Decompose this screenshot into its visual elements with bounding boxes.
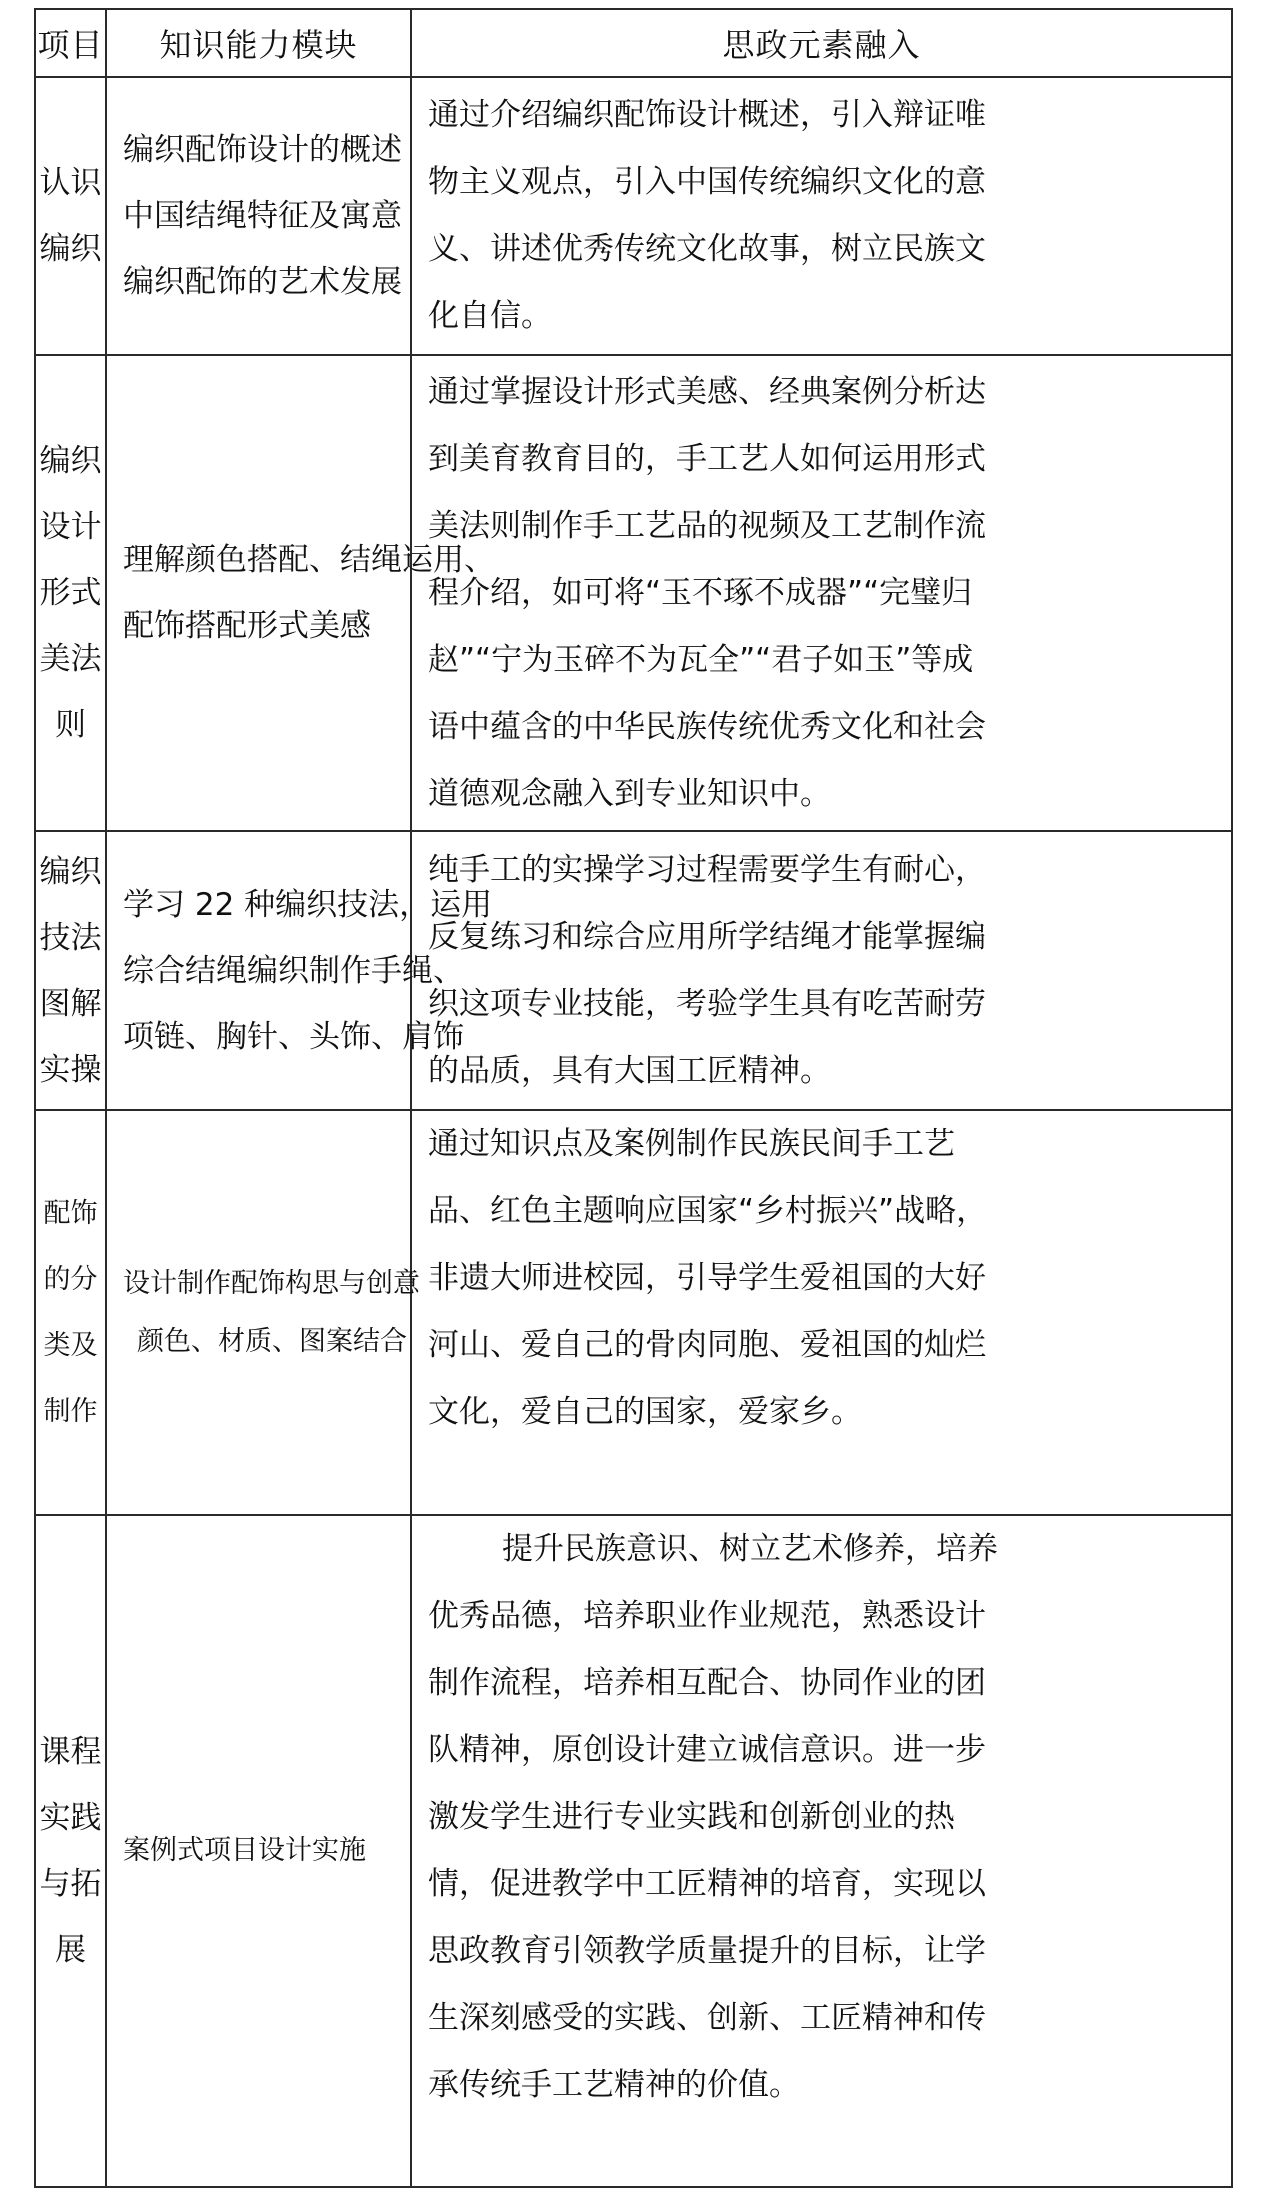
curriculum-table: [34, 8, 1233, 2188]
ideology-line: 纯手工的实操学习过程需要学生有耐心，: [428, 851, 986, 888]
module-line: 中国结绳特征及寓意: [123, 198, 402, 234]
item-cell: [35, 355, 106, 831]
header-ideology: 思政元素融入: [411, 9, 1232, 77]
module-line: 综合结绳编织制作手绳、: [123, 952, 464, 989]
ideology-cell: [411, 1515, 1232, 2187]
ideology-line: 化自信。: [428, 298, 552, 334]
module-cell: [106, 1110, 420, 1515]
ideology-line: 队精神，原创设计建立诚信意识。进一步: [428, 1732, 986, 1768]
item-line: 形式: [39, 575, 102, 611]
ideology-line: 赵”“宁为玉碎不为瓦全”“君子如玉”等成: [428, 641, 974, 678]
module-cell: [106, 77, 411, 355]
ideology-line: 的品质，具有大国工匠精神。: [428, 1052, 831, 1089]
ideology-line: 通过介绍编织配饰设计概述，引入辩证唯: [428, 97, 986, 133]
ideology-line: 品、红色主题响应国家“乡村振兴”战略，: [428, 1193, 988, 1229]
module-cell: [106, 831, 493, 1110]
ideology-line: 提升民族意识、树立艺术修养，培养: [502, 1531, 998, 1567]
ideology-line: 优秀品德，培养职业作业规范，熟悉设计: [428, 1598, 986, 1634]
module-line: 编织配饰的艺术发展: [123, 264, 402, 300]
ideology-cell: [411, 831, 1232, 1110]
ideology-line: 思政教育引领教学质量提升的目标，让学: [428, 1933, 986, 1969]
ideology-line: 承传统手工艺精神的价值。: [428, 2067, 800, 2103]
ideology-line: 通过掌握设计形式美感、经典案例分析达: [428, 373, 986, 410]
item-line: 编织: [39, 443, 102, 479]
module-line: 项链、胸针、头饰、肩饰: [123, 1018, 464, 1055]
ideology-line: 到美育教育目的，手工艺人如何运用形式: [428, 440, 986, 477]
header-module: 知识能力模块: [106, 9, 411, 77]
item-line: 编织: [39, 853, 102, 890]
ideology-line: 文化，爱自己的国家，爱家乡。: [428, 1394, 862, 1430]
ideology-line: 程介绍，如可将“玉不琢不成器”“完璧归: [428, 574, 973, 611]
table-row: [35, 831, 1232, 1110]
module-line: 颜色、材质、图案结合: [137, 1325, 407, 1357]
header-item: 项目: [35, 9, 106, 77]
ideology-line: 非遗大师进校园，引导学生爱祖国的大好: [428, 1260, 986, 1296]
ideology-line: 制作流程，培养相互配合、协同作业的团: [428, 1665, 986, 1701]
ideology-line: 义、讲述优秀传统文化故事，树立民族文: [428, 231, 986, 267]
module-line: 编织配饰设计的概述: [123, 132, 402, 168]
item-line: 设计: [39, 509, 102, 545]
ideology-cell: [411, 1110, 1232, 1515]
module-line: 理解颜色搭配、结绳运用、: [123, 542, 495, 578]
ideology-line: 生深刻感受的实践、创新、工匠精神和传: [428, 2000, 986, 2036]
item-line: 与拓: [39, 1866, 102, 1902]
item-line: 实践: [39, 1800, 102, 1836]
ideology-line: 河山、爱自己的骨肉同胞、爱祖国的灿烂: [428, 1327, 986, 1363]
item-line: 美法: [39, 641, 102, 677]
item-line: 课程: [39, 1734, 102, 1770]
ideology-line: 激发学生进行专业实践和创新创业的热: [428, 1799, 955, 1835]
item-cell: [35, 77, 106, 355]
item-line: 认识: [39, 165, 102, 201]
module-line: 学习 22 种编织技法，运用: [123, 886, 493, 923]
item-line: 图解: [39, 985, 102, 1022]
item-cell: [35, 1110, 106, 1515]
module-line: 案例式项目设计实施: [123, 1835, 366, 1866]
module-line: 配饰搭配形式美感: [123, 608, 371, 644]
item-line: 制作: [43, 1395, 98, 1427]
ideology-line: 美法则制作手工艺品的视频及工艺制作流: [428, 507, 986, 544]
ideology-line: 语中蕴含的中华民族传统优秀文化和社会: [428, 708, 986, 745]
item-line: 技法: [39, 919, 102, 956]
module-line: 设计制作配饰构思与创意: [123, 1267, 420, 1299]
module-cell: [106, 355, 495, 831]
table-header-row: [35, 9, 1232, 77]
item-line: 则: [55, 707, 86, 743]
item-line: 编织: [39, 231, 102, 267]
table-row: [35, 1110, 1232, 1515]
ideology-line: 织这项专业技能，考验学生具有吃苦耐劳: [428, 985, 986, 1022]
item-line: 的分: [43, 1263, 98, 1295]
table-row: [35, 1515, 1232, 2187]
ideology-line: 反复练习和综合应用所学结绳才能掌握编: [428, 918, 986, 955]
ideology-cell: [411, 77, 1232, 355]
ideology-line: 情，促进教学中工匠精神的培育，实现以: [428, 1866, 986, 1902]
ideology-cell: [411, 355, 1232, 831]
item-line: 实操: [39, 1051, 102, 1088]
item-line: 展: [55, 1932, 86, 1968]
ideology-line: 通过知识点及案例制作民族民间手工艺: [428, 1126, 955, 1162]
item-cell: [35, 1515, 106, 2187]
table-row: [35, 77, 1232, 355]
ideology-line: 物主义观点，引入中国传统编织文化的意: [428, 164, 986, 200]
module-cell: [106, 1515, 411, 2187]
item-line: 配饰: [43, 1197, 98, 1229]
item-line: 类及: [43, 1329, 98, 1361]
table-row: [35, 355, 1232, 831]
item-cell: [35, 831, 106, 1110]
ideology-line: 道德观念融入到专业知识中。: [428, 775, 831, 812]
